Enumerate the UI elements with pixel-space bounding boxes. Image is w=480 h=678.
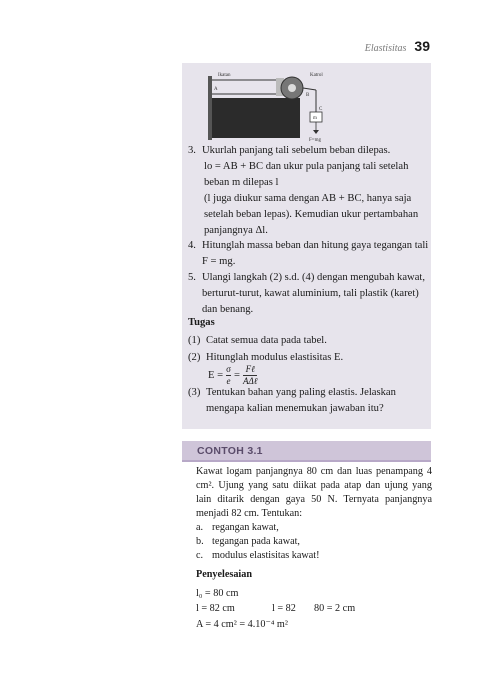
tugas-title: Tugas xyxy=(188,317,215,328)
label-c: C xyxy=(319,107,323,112)
solution-line-2a: l = 82 cm xyxy=(196,603,235,614)
wall xyxy=(208,76,212,140)
label-katrol: Katrol xyxy=(310,73,323,78)
page-header xyxy=(365,38,430,54)
label-f: F=mg xyxy=(309,138,321,143)
step-3-detail-2: (l juga diukur sama dengan AB + BC, hanya saja setelah beban lepas). Kemudian ukur pertambahan panjangnya Δl. xyxy=(204,193,419,236)
example-header xyxy=(182,441,431,462)
solution-line-2c: 80 = 2 cm xyxy=(314,603,356,614)
label-a: A xyxy=(214,87,218,92)
label-b: B xyxy=(306,93,310,98)
step-3-detail-1: lo = AB + BC dan ukur pula panjang tali setelah beban m dilepas l xyxy=(204,161,409,188)
label-ikatan: Ikatan xyxy=(218,73,231,78)
section-title: Elastisitas xyxy=(364,43,407,54)
formula-frac-1: $\frac{\sigma}{e}$ xyxy=(226,364,231,386)
example-divider xyxy=(182,460,431,462)
experiment-panel: Ikatan Katrol A B C m F=mg 3. Ukurlah panjang tali sebelum beban dilepas. lo = AB + BC dan ukur pula panjang tali setelah beban m dilepas l (l juga diukur sama dengan AB + BC, hanya saja setelah beban lepas). Kemudian ukur pertambahan panjangnya Δl. 4. Hitunglah massa beban dan hitung gaya tegangan tali F = mg. 5. Ulangi langkah (2) s.d. (4) dengan mengubah kawat, berturut-turut, kawat aluminium, tali plastik (karet) dan benang. Tugas (1) Catat semua data pada tabel. (2) Hitunglah modulus elastisitas E. E = $\frac{\sigma}{e}$ = $\frac{\text{Fℓ}}{\text{AΔℓ}}$ (3) Tentukan bahan yang paling elastis. Jelaskan mengapa kalian menemukan jawaban itu? xyxy=(182,63,431,429)
page-number: 39 xyxy=(414,38,430,54)
solution-line-3: A = 4 cm² = 4.10⁻⁴ m² xyxy=(196,619,288,630)
penyelesaian-title: Penyelesaian xyxy=(196,569,253,580)
solution-line-1: l₀ = 80 cm xyxy=(196,588,239,599)
formula-frac-2: $\frac{\text{Fℓ}}{\text{AΔℓ}}$ xyxy=(242,364,258,386)
solution-line-2b: l = 82 xyxy=(272,603,296,614)
label-m: m xyxy=(313,116,317,121)
table-block xyxy=(210,98,300,138)
example-text: Kawat logam panjangnya 80 cm dan luas penampang 4 cm². Ujung yang satu diikat pada atap dan ujung yang lain ditarik dengan gaya 50 N. Ternyata panjangnya menjadi 82 cm. Tentukan: xyxy=(196,466,432,519)
modulus-formula: E = $\frac{\sigma}{e}$ = $\frac{\text{Fℓ}}{\text{AΔℓ}}$ xyxy=(208,364,258,386)
experiment-figure xyxy=(206,68,356,144)
example-box: CONTOH 3.1 Kawat logam panjangnya 80 cm dan luas penampang 4 cm². Ujung yang satu diikat pada atap dan ujung yang lain ditarik dengan gaya 50 N. Ternyata panjangnya menjadi 82 cm. Tentukan: a. regangan kawat, b. tegangan pada kawat, c. modulus elastisitas kawat! Penyelesaian l₀ = 80 cm l = 82 cm l = 82 80 = 2 cm A = 4 cm² = 4.10⁻⁴ m² xyxy=(182,441,431,641)
example-label: CONTOH 3.1 xyxy=(197,445,263,457)
